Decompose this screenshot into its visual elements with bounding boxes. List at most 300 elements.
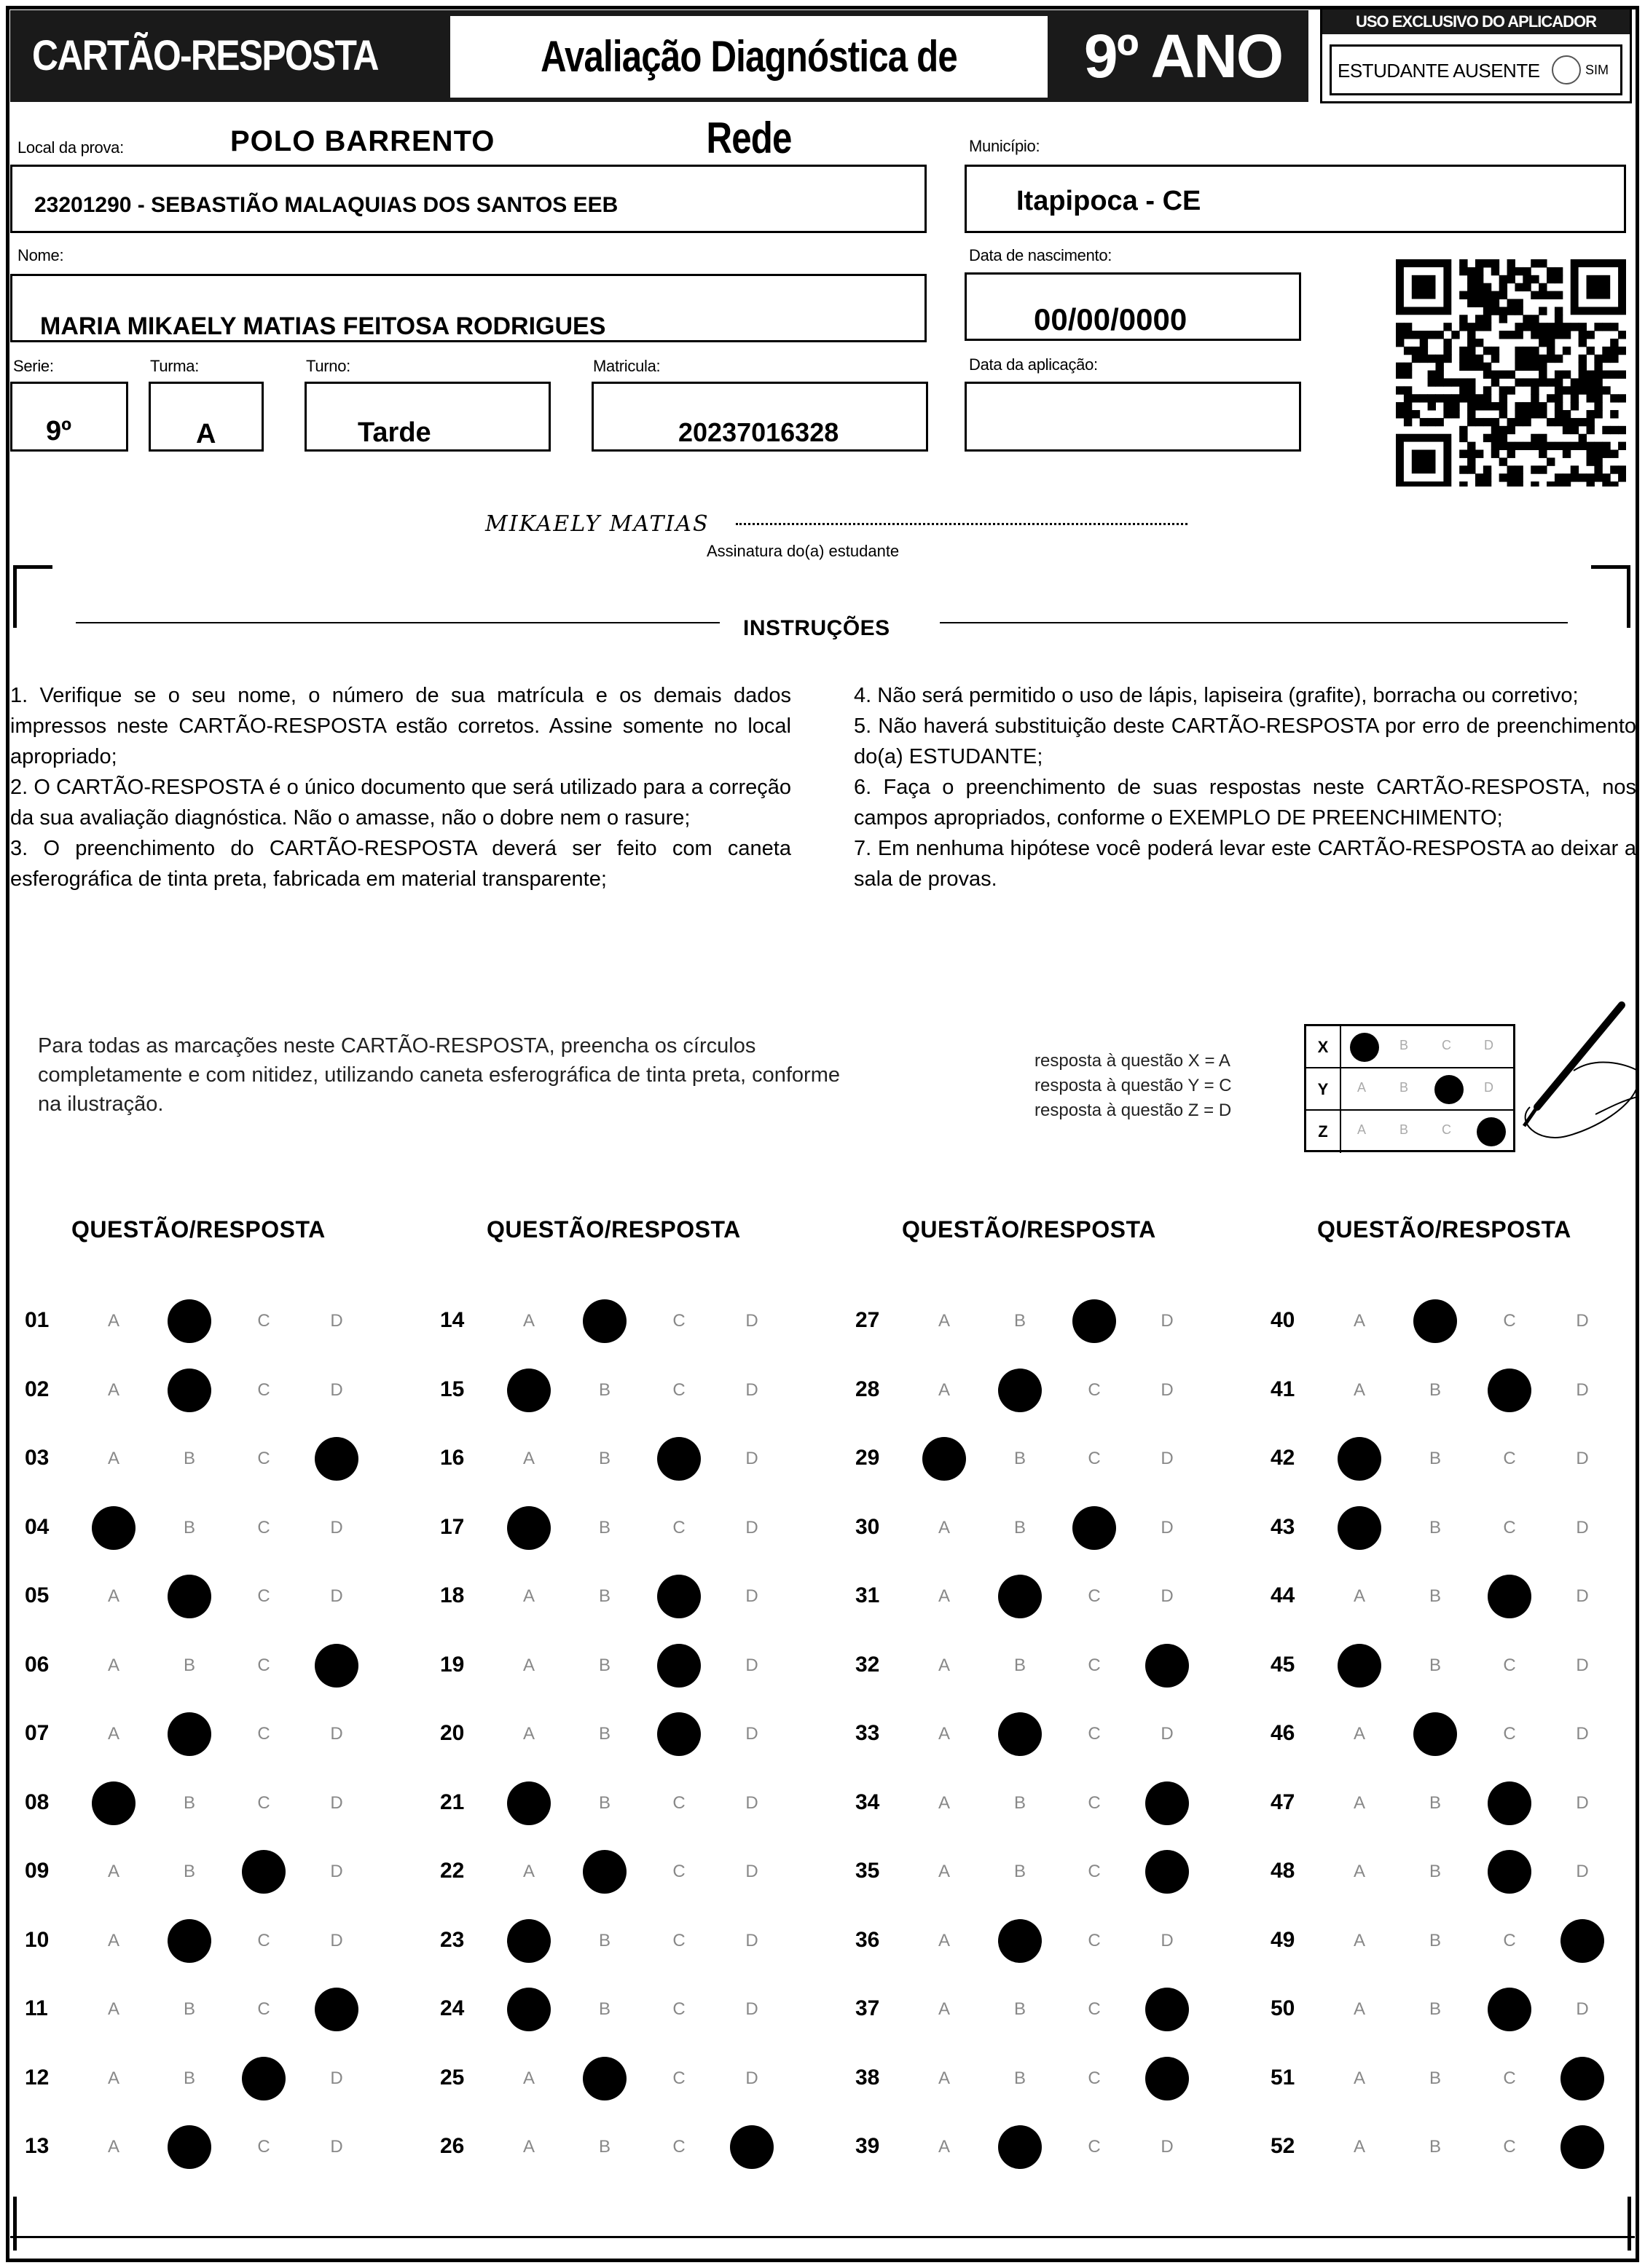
example-legend-line: resposta à questão Z = D [1034, 1100, 1232, 1120]
column-header: QUESTÃO/RESPOSTA [487, 1216, 741, 1243]
answer-bubble-c[interactable] [1488, 1369, 1531, 1412]
answer-bubble-c[interactable]: C [1503, 2137, 1516, 2157]
answer-bubble-d[interactable]: D [1576, 1449, 1589, 1468]
question-number: 32 [855, 1652, 880, 1677]
answer-bubble-c[interactable] [1488, 1850, 1531, 1894]
answer-bubble-c[interactable]: C [672, 1862, 686, 1881]
question-number: 14 [440, 1308, 465, 1332]
answer-bubble-b[interactable] [998, 1712, 1042, 1756]
turno-label: Turno: [306, 357, 350, 375]
answer-bubble-d[interactable] [315, 1437, 358, 1481]
example-bubble-a: A [1357, 1080, 1367, 1095]
answer-bubble-d[interactable]: D [330, 1517, 343, 1537]
answer-bubble-d[interactable]: D [1161, 1586, 1174, 1606]
instruction-item: 3. O preenchimento do CARTÃO-RESPOSTA deverá ser feito com caneta esferográfica de tinta preta, fabricada em material transparente; [10, 837, 791, 891]
exam-title: Avaliação Diagnóstica de Rede [541, 32, 957, 162]
answer-bubble-c[interactable]: C [1503, 1517, 1516, 1537]
answer-bubble-a[interactable]: A [938, 1655, 950, 1675]
answer-bubble-d[interactable]: D [745, 1999, 758, 2019]
example-bubble-c: C [1442, 1038, 1451, 1052]
answer-bubble-b[interactable] [168, 1575, 211, 1618]
question-number: 10 [25, 1927, 50, 1952]
answer-bubble-b[interactable]: B [1429, 1586, 1441, 1606]
answer-bubble-b[interactable]: B [1429, 1655, 1441, 1675]
answer-bubble-b[interactable] [168, 2125, 211, 2169]
answer-bubble-c[interactable]: C [257, 1379, 270, 1400]
answer-bubble-a[interactable]: A [522, 1724, 535, 1744]
answer-bubble-a[interactable] [507, 1369, 551, 1412]
aplicacao-label: Data da aplicação: [969, 355, 1098, 374]
answer-bubble-a[interactable]: A [938, 2137, 950, 2157]
answer-bubble-c[interactable]: C [257, 1311, 270, 1331]
answer-bubble-c[interactable]: C [672, 1517, 686, 1537]
question-number: 25 [440, 2065, 465, 2090]
answer-bubble-d[interactable] [1145, 1781, 1189, 1825]
answer-bubble-a[interactable]: A [938, 2068, 950, 2088]
answer-bubble-a[interactable] [92, 1506, 136, 1550]
question-number: 45 [1271, 1652, 1295, 1677]
question-number: 24 [440, 1996, 465, 2020]
answer-bubble-a[interactable]: A [1353, 1724, 1365, 1744]
answer-bubble-d[interactable]: D [1576, 1517, 1589, 1537]
answer-bubble-a[interactable]: A [938, 1724, 950, 1744]
answer-bubble-d[interactable]: D [330, 1862, 343, 1881]
question-number: 22 [440, 1859, 465, 1883]
answer-bubble-b[interactable]: B [598, 1586, 611, 1606]
answer-bubble-a[interactable]: A [107, 2137, 119, 2157]
answer-bubble-b[interactable]: B [183, 1449, 195, 1468]
example-row-label: X [1306, 1026, 1341, 1068]
answer-bubble-c[interactable]: C [1088, 1586, 1101, 1606]
question-number: 15 [440, 1377, 465, 1401]
answer-bubble-c[interactable] [1488, 1988, 1531, 2031]
answer-bubble-c[interactable] [657, 1437, 701, 1481]
matricula-value: 20237016328 [678, 417, 839, 447]
answer-bubble-a[interactable]: A [938, 1862, 950, 1881]
question-number: 38 [855, 2065, 880, 2090]
answer-bubble-a[interactable]: A [522, 1586, 535, 1606]
answer-bubble-b[interactable]: B [183, 1862, 195, 1881]
answer-bubble-c[interactable]: C [1503, 1930, 1516, 1950]
question-number: 44 [1271, 1583, 1295, 1607]
question-number: 04 [25, 1514, 50, 1539]
answer-bubble-d[interactable]: D [745, 1449, 758, 1468]
question-number: 29 [855, 1446, 880, 1470]
answer-bubble-c[interactable]: C [257, 2137, 270, 2157]
answer-bubble-b[interactable]: B [1013, 1655, 1026, 1675]
answer-bubble-d[interactable]: D [330, 1792, 343, 1813]
answer-bubble-d[interactable]: D [1576, 1311, 1589, 1331]
answer-bubble-a[interactable]: A [1353, 2137, 1365, 2157]
answer-bubble-d[interactable] [1560, 2057, 1604, 2100]
answer-bubble-c[interactable]: C [1088, 1724, 1101, 1744]
question-number: 02 [25, 1377, 50, 1401]
question-number: 41 [1271, 1377, 1295, 1401]
answer-bubble-a[interactable] [507, 1919, 551, 1963]
answer-bubble-c[interactable]: C [1088, 1930, 1101, 1950]
answer-bubble-b[interactable]: B [1013, 1449, 1026, 1468]
answer-bubble-c[interactable]: C [672, 1311, 686, 1331]
answer-bubble-d[interactable]: D [1161, 1724, 1174, 1744]
answer-bubble-d[interactable]: D [745, 2068, 758, 2088]
answer-bubble-c[interactable]: C [257, 1655, 270, 1675]
answer-bubble-c[interactable] [657, 1644, 701, 1688]
answer-bubble-b[interactable]: B [598, 1930, 611, 1950]
question-number: 51 [1271, 2065, 1295, 2090]
answer-bubble-b[interactable]: B [598, 1792, 611, 1813]
answer-bubble-a[interactable]: A [522, 2068, 535, 2088]
answer-bubble-a[interactable] [1338, 1506, 1381, 1550]
instruction-item: 5. Não haverá substituição deste CARTÃO-RESPOSTA por erro de preenchimento do(a) ESTUDANTE; [854, 714, 1636, 768]
question-number: 18 [440, 1583, 465, 1607]
question-number: 39 [855, 2134, 880, 2158]
answer-bubble-c[interactable]: C [257, 1930, 270, 1950]
answer-bubble-b[interactable]: B [598, 1379, 611, 1400]
answer-bubble-a[interactable] [1338, 1644, 1381, 1688]
answer-bubble-c[interactable]: C [672, 1930, 686, 1950]
question-number: 40 [1271, 1308, 1295, 1332]
answer-bubble-c[interactable] [657, 1575, 701, 1618]
answer-bubble-b[interactable]: B [1013, 1311, 1026, 1331]
answer-bubble-b[interactable]: B [183, 1655, 195, 1675]
example-legend-line: resposta à questão X = A [1034, 1051, 1230, 1071]
answer-bubble-a[interactable]: A [1353, 1379, 1365, 1400]
answer-bubble-c[interactable]: C [1088, 1792, 1101, 1813]
answer-bubble-d[interactable]: D [330, 1724, 343, 1744]
answer-bubble-d[interactable]: D [745, 1655, 758, 1675]
example-row-label: Z [1306, 1111, 1341, 1153]
question-number: 07 [25, 1721, 50, 1745]
answer-bubble-c[interactable]: C [1503, 1449, 1516, 1468]
answer-bubble-a[interactable]: A [1353, 1311, 1365, 1331]
example-row-label: Y [1306, 1068, 1341, 1111]
answer-bubble-a[interactable]: A [938, 1311, 950, 1331]
school-value: 23201290 - SEBASTIÃO MALAQUIAS DOS SANTOS EEB [34, 193, 619, 217]
answer-bubble-d[interactable]: D [1576, 1862, 1589, 1881]
answer-bubble-d[interactable]: D [330, 1586, 343, 1606]
answer-bubble-a[interactable] [507, 1506, 551, 1550]
answer-bubble-b[interactable] [583, 2057, 627, 2100]
answer-bubble-d[interactable]: D [745, 1517, 758, 1537]
example-bubble-d: D [1484, 1038, 1493, 1052]
answer-bubble-b[interactable]: B [1013, 1862, 1026, 1881]
answer-bubble-d[interactable]: D [745, 1792, 758, 1813]
answer-bubble-b[interactable]: B [1429, 1792, 1441, 1813]
question-number: 47 [1271, 1789, 1295, 1814]
answer-bubble-d[interactable] [315, 1988, 358, 2031]
question-number: 12 [25, 2065, 50, 2090]
question-number: 05 [25, 1583, 50, 1607]
answer-bubble-b[interactable]: B [1429, 1517, 1441, 1537]
nascimento-label: Data de nascimento: [969, 246, 1112, 264]
answer-bubble-d[interactable]: D [745, 1862, 758, 1881]
answer-bubble-b[interactable] [998, 1919, 1042, 1963]
answer-bubble-b[interactable]: B [183, 2068, 195, 2088]
answer-bubble-c[interactable]: C [672, 2137, 686, 2157]
answer-bubble-a[interactable]: A [107, 1311, 119, 1331]
question-number: 20 [440, 1721, 465, 1745]
answer-bubble-a[interactable] [922, 1437, 966, 1481]
answer-bubble-b[interactable] [583, 1850, 627, 1894]
answer-bubble-d[interactable]: D [330, 1930, 343, 1950]
instruction-item: 4. Não será permitido o uso de lápis, lapiseira (grafite), borracha ou corretivo; [854, 684, 1579, 707]
answer-bubble-d[interactable]: D [745, 1930, 758, 1950]
answer-bubble-a[interactable]: A [107, 1724, 119, 1744]
question-number: 01 [25, 1308, 50, 1332]
answer-bubble-d[interactable]: D [1576, 1379, 1589, 1400]
absent-option: SIM [1585, 63, 1609, 77]
answer-bubble-a[interactable] [507, 1988, 551, 2031]
signature-text: MIKAELY MATIAS [485, 511, 710, 537]
answer-bubble-a[interactable]: A [938, 1379, 950, 1400]
answer-bubble-c[interactable]: C [1088, 1862, 1101, 1881]
answer-bubble-d[interactable]: D [330, 2068, 343, 2088]
answer-bubble-d[interactable]: D [1161, 1930, 1174, 1950]
answer-bubble-d[interactable]: D [1576, 1792, 1589, 1813]
answer-bubble-c[interactable]: C [672, 1379, 686, 1400]
answer-bubble-c[interactable]: C [257, 1517, 270, 1537]
question-number: 49 [1271, 1927, 1295, 1952]
answer-bubble-a[interactable]: A [1353, 1999, 1365, 2019]
answer-bubble-b[interactable]: B [598, 1517, 611, 1537]
answer-bubble-c[interactable] [1072, 1506, 1116, 1550]
answer-bubble-c[interactable]: C [1088, 2068, 1101, 2088]
answer-bubble-a[interactable]: A [107, 1999, 119, 2019]
answer-bubble-d[interactable]: D [330, 2137, 343, 2157]
answer-bubble-b[interactable] [1413, 1299, 1457, 1343]
question-number: 46 [1271, 1721, 1295, 1745]
answer-bubble-b[interactable]: B [1013, 1999, 1026, 2019]
answer-bubble-c[interactable]: C [672, 2068, 686, 2088]
question-number: 06 [25, 1652, 50, 1677]
answer-bubble-b[interactable]: B [1013, 2068, 1026, 2088]
answer-bubble-c[interactable] [657, 1712, 701, 1756]
answer-bubble-c[interactable] [242, 2057, 286, 2100]
answer-bubble-d[interactable]: D [330, 1379, 343, 1400]
answer-bubble-c[interactable]: C [1088, 1655, 1101, 1675]
answer-bubble-c[interactable]: C [1503, 1655, 1516, 1675]
answer-bubble-a[interactable] [1338, 1437, 1381, 1481]
question-number: 50 [1271, 1996, 1295, 2020]
answer-bubble-b[interactable]: B [1013, 1517, 1026, 1537]
answer-bubble-a[interactable]: A [107, 1379, 119, 1400]
answer-bubble-c[interactable] [1072, 1299, 1116, 1343]
answer-bubble-a[interactable] [507, 1781, 551, 1825]
instruction-item: 1. Verifique se o seu nome, o número de sua matrícula e os demais dados impressos neste CARTÃO-RESPOSTA estão corretos. Assine somente no local apropriado; [10, 684, 791, 768]
answer-bubble-a[interactable]: A [107, 1930, 119, 1950]
question-number: 08 [25, 1789, 50, 1814]
answer-bubble-b[interactable]: B [598, 1655, 611, 1675]
answer-bubble-a[interactable]: A [107, 2068, 119, 2088]
answer-bubble-c[interactable]: C [1503, 1724, 1516, 1744]
answer-bubble-c[interactable]: C [672, 1792, 686, 1813]
answer-bubble-c[interactable]: C [1088, 1999, 1101, 2019]
answer-bubble-d[interactable] [1145, 1644, 1189, 1688]
answer-bubble-d[interactable]: D [330, 1311, 343, 1331]
question-number: 34 [855, 1789, 880, 1814]
answer-bubble-a[interactable]: A [938, 1792, 950, 1813]
example-bubble-a: A [1357, 1122, 1367, 1137]
answer-bubble-c[interactable]: C [257, 1999, 270, 2019]
answer-bubble-b[interactable] [168, 1919, 211, 1963]
answer-bubble-d[interactable]: D [1576, 1586, 1589, 1606]
answer-bubble-d[interactable]: D [1161, 1449, 1174, 1468]
answer-bubble-b[interactable] [1413, 1712, 1457, 1756]
answer-bubble-d[interactable] [1145, 1850, 1189, 1894]
answer-bubble-b[interactable]: B [1429, 1930, 1441, 1950]
turma-value: A [196, 419, 216, 449]
question-number: 03 [25, 1446, 50, 1470]
answer-bubble-b[interactable]: B [1429, 1379, 1441, 1400]
answer-bubble-b[interactable]: B [1429, 1449, 1441, 1468]
answer-bubble-c[interactable] [1488, 1575, 1531, 1618]
instruction-item: 7. Em nenhuma hipótese você poderá levar este CARTÃO-RESPOSTA ao deixar a sala de provas. [854, 837, 1636, 891]
answer-bubble-d[interactable]: D [745, 1311, 758, 1331]
answer-bubble-b[interactable]: B [598, 1724, 611, 1744]
answer-bubble-c[interactable]: C [257, 1724, 270, 1744]
answer-bubble-d[interactable] [315, 1644, 358, 1688]
answer-bubble-b[interactable]: B [598, 2137, 611, 2157]
serie-value: 9º [46, 416, 72, 446]
answer-bubble-b[interactable]: B [1429, 2068, 1441, 2088]
answer-bubble-c[interactable] [242, 1850, 286, 1894]
answer-bubble-b[interactable]: B [1429, 1999, 1441, 2019]
answer-bubble-b[interactable]: B [598, 1999, 611, 2019]
answer-bubble-a[interactable]: A [107, 1449, 119, 1468]
question-number: 42 [1271, 1446, 1295, 1470]
answer-bubble-a[interactable]: A [1353, 1792, 1365, 1813]
instruction-item: 2. O CARTÃO-RESPOSTA é o único documento que será utilizado para a correção da sua avaliação diagnóstica. Não o amasse, não o dobre nem o rasure; [10, 776, 791, 830]
bottom-rule [10, 2236, 1635, 2238]
question-number: 17 [440, 1514, 465, 1539]
municipio-value: Itapipoca - CE [1016, 186, 1201, 216]
answer-bubble-b[interactable]: B [183, 1999, 195, 2019]
answer-bubble-d[interactable] [1560, 2125, 1604, 2169]
answer-bubble-d[interactable]: D [1161, 2137, 1174, 2157]
answer-bubble-a[interactable]: A [522, 2137, 535, 2157]
answer-bubble-a[interactable]: A [1353, 1930, 1365, 1950]
example-bubble-b: B [1399, 1038, 1409, 1052]
answer-bubble-d[interactable]: D [745, 1724, 758, 1744]
answer-bubble-b[interactable]: B [598, 1449, 611, 1468]
answer-bubble-a[interactable]: A [522, 1655, 535, 1675]
instruction-item: 6. Faça o preenchimento de suas respostas neste CARTÃO-RESPOSTA, nos campos apropriados, conforme o EXEMPLO DE PREENCHIMENTO; [854, 776, 1636, 830]
answer-bubble-c[interactable]: C [1088, 1449, 1101, 1468]
example-bubble-d: D [1484, 1080, 1493, 1095]
answer-bubble-b[interactable] [168, 1369, 211, 1412]
answer-bubble-c[interactable]: C [257, 1449, 270, 1468]
answer-bubble-d[interactable] [1145, 1988, 1189, 2031]
answer-bubble-c[interactable]: C [1088, 2137, 1101, 2157]
answer-bubble-d[interactable]: D [1576, 1724, 1589, 1744]
answer-bubble-b[interactable]: B [1429, 2137, 1441, 2157]
answer-bubble-b[interactable]: B [183, 1792, 195, 1813]
answer-bubble-d[interactable] [730, 2125, 774, 2169]
answer-bubble-a[interactable]: A [107, 1862, 119, 1881]
answer-bubble-b[interactable] [583, 1299, 627, 1343]
question-number: 37 [855, 1996, 880, 2020]
answer-bubble-c[interactable]: C [1503, 2068, 1516, 2088]
answer-bubble-a[interactable]: A [938, 1586, 950, 1606]
answer-bubble-d[interactable]: D [1576, 1655, 1589, 1675]
answer-bubble-b[interactable] [998, 2125, 1042, 2169]
instructions-title: INSTRUÇÕES [743, 616, 890, 640]
question-number: 19 [440, 1652, 465, 1677]
answer-bubble-c[interactable]: C [1088, 1379, 1101, 1400]
answer-bubble-a[interactable]: A [1353, 1862, 1365, 1881]
question-number: 27 [855, 1308, 880, 1332]
question-number: 28 [855, 1377, 880, 1401]
absent-label: ESTUDANTE AUSENTE [1338, 60, 1540, 82]
local-label: Local da prova: [17, 138, 124, 157]
example-text: Para todas as marcações neste CARTÃO-RESPOSTA, preencha os círculos completamente e com nitidez, utilizando caneta esferográfica de tinta preta, conforme na ilustração. [38, 1034, 840, 1116]
answer-bubble-c[interactable]: C [672, 1999, 686, 2019]
question-number: 09 [25, 1859, 50, 1883]
answer-bubble-b[interactable] [168, 1299, 211, 1343]
answer-bubble-c[interactable] [1488, 1781, 1531, 1825]
answer-bubble-b[interactable] [998, 1575, 1042, 1618]
answer-bubble-a[interactable]: A [938, 1999, 950, 2019]
answer-bubble-b[interactable] [168, 1712, 211, 1756]
answer-bubble-d[interactable]: D [745, 1586, 758, 1606]
answer-bubble-d[interactable]: D [745, 1379, 758, 1400]
question-number: 23 [440, 1927, 465, 1952]
answer-bubble-c[interactable]: C [257, 1792, 270, 1813]
answer-bubble-a[interactable]: A [938, 1517, 950, 1537]
answer-bubble-a[interactable] [92, 1781, 136, 1825]
question-number: 30 [855, 1514, 880, 1539]
answer-bubble-b[interactable]: B [1429, 1862, 1441, 1881]
answer-bubble-d[interactable]: D [1576, 1999, 1589, 2019]
answer-bubble-c[interactable]: C [1503, 1311, 1516, 1331]
nascimento-value: 00/00/0000 [1034, 302, 1187, 336]
turma-label: Turma: [150, 357, 200, 375]
question-number: 48 [1271, 1859, 1295, 1883]
answer-bubble-a[interactable]: A [522, 1311, 535, 1331]
question-number: 31 [855, 1583, 880, 1607]
question-number: 11 [25, 1996, 48, 2020]
matricula-label: Matricula: [593, 357, 661, 375]
answer-bubble-d[interactable]: D [1161, 1517, 1174, 1537]
answer-bubble-a[interactable]: A [1353, 1586, 1365, 1606]
answer-bubble-a[interactable]: A [1353, 2068, 1365, 2088]
question-number: 35 [855, 1859, 880, 1883]
signature-caption: Assinatura do(a) estudante [707, 542, 900, 560]
answer-bubble-a[interactable]: A [938, 1930, 950, 1950]
answer-bubble-b[interactable] [998, 1369, 1042, 1412]
question-number: 13 [25, 2134, 50, 2158]
nome-value: MARIA MIKAELY MATIAS FEITOSA RODRIGUES [40, 312, 606, 340]
answer-bubble-a[interactable]: A [107, 1586, 119, 1606]
answer-bubble-a[interactable]: A [522, 1449, 535, 1468]
answer-bubble-b[interactable]: B [183, 1517, 195, 1537]
example-bubble-c: C [1442, 1122, 1451, 1137]
answer-bubble-b[interactable]: B [1013, 1792, 1026, 1813]
answer-bubble-c[interactable]: C [257, 1586, 270, 1606]
question-number: 16 [440, 1446, 465, 1470]
answer-bubble-a[interactable]: A [522, 1862, 535, 1881]
answer-bubble-a[interactable]: A [107, 1655, 119, 1675]
answer-bubble-d[interactable]: D [1161, 1311, 1174, 1331]
example-bubble-b: B [1399, 1080, 1409, 1095]
municipio-label: Município: [969, 137, 1040, 155]
answer-bubble-d[interactable]: D [1161, 1379, 1174, 1400]
column-header: QUESTÃO/RESPOSTA [902, 1216, 1156, 1243]
card-title: CARTÃO-RESPOSTA [32, 32, 378, 79]
example-bubble-b: B [1399, 1122, 1409, 1137]
answer-bubble-d[interactable] [1145, 2057, 1189, 2100]
answer-bubble-d[interactable] [1560, 1919, 1604, 1963]
